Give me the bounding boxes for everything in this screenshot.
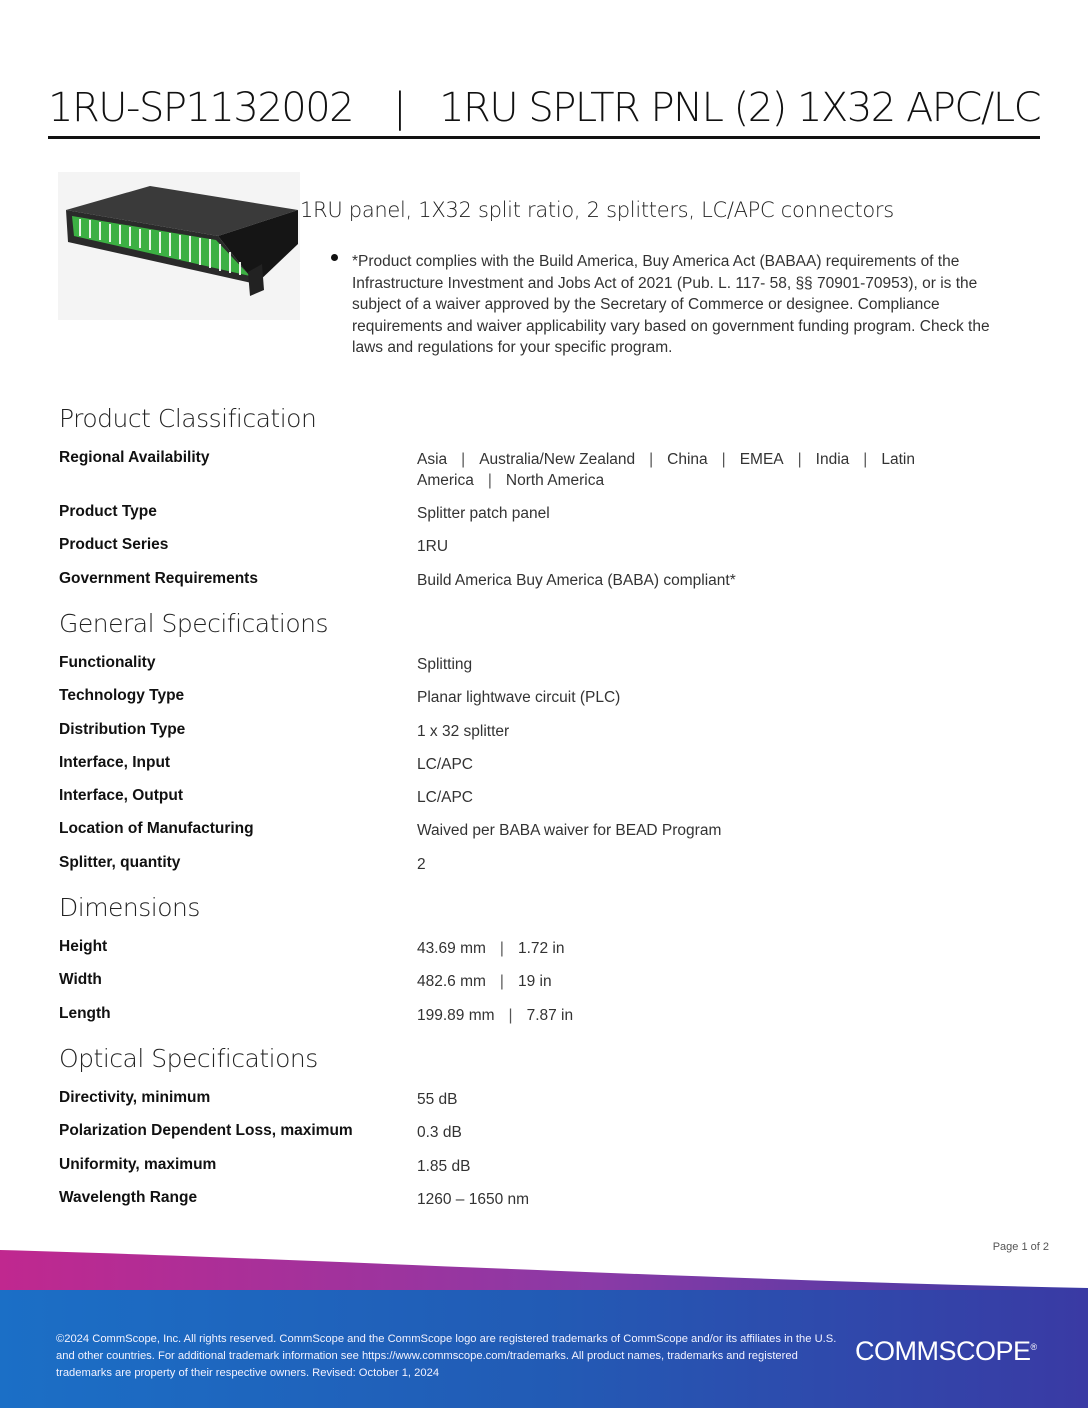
product-short-name: 1RU SPLTR PNL (2) 1X32 APC/LC — [439, 85, 1041, 131]
metric-value: 43.69 mm — [417, 940, 486, 957]
spec-value — [417, 938, 937, 959]
product-description: 1RU panel, 1X32 split ratio, 2 splitters, LC/APC connectors — [300, 198, 894, 222]
unit-separator: | — [499, 940, 504, 957]
unit-separator: | — [499, 973, 504, 990]
part-number: 1RU-SP1132002 — [48, 85, 354, 131]
spec-value: LC/APC — [417, 756, 473, 773]
spec-label: Product Series — [59, 536, 169, 553]
product-image — [58, 172, 300, 320]
spec-label: Interface, Output — [59, 787, 184, 804]
spec-value: Splitter patch panel — [417, 505, 550, 522]
spec-label: Height — [59, 938, 108, 955]
spec-label: Length — [59, 1005, 111, 1022]
section-title-product-classification: Product Classification — [59, 404, 317, 433]
spec-value: 55 dB — [417, 1091, 458, 1108]
metric-value: 482.6 mm — [417, 973, 486, 990]
spec-value: Build America Buy America (BABA) compliant* — [417, 572, 736, 589]
region-separator: | — [721, 451, 726, 468]
title-separator: | — [393, 85, 406, 131]
spec-label: Technology Type — [59, 687, 185, 704]
unit-separator: | — [508, 1007, 513, 1024]
region-north-america: North America — [505, 472, 605, 489]
region-latin-america: Latin America — [417, 451, 915, 489]
spec-value — [417, 1005, 937, 1026]
region-anz: Australia/New Zealand — [479, 451, 636, 468]
spec-label: Functionality — [59, 654, 156, 671]
imperial-value: 1.72 in — [517, 940, 565, 957]
region-separator: | — [863, 451, 868, 468]
region-separator: | — [487, 472, 492, 489]
legal-notice: ©2024 CommScope, Inc. All rights reserved. CommScope and the CommScope logo are registered trademarks of CommScope and/or its affiliates in the U.S. and other countries. For additional trademark information see https://www.commscope.com/trademarks. All product names, trademarks and registered trademarks are property of their respective owners. Revised: October 1, 2024 — [56, 1333, 837, 1379]
region-india: India — [815, 451, 850, 468]
spec-label: Distribution Type — [59, 721, 186, 738]
region-separator: | — [797, 451, 802, 468]
spec-value — [417, 971, 937, 992]
spec-label: Polarization Dependent Loss, maximum — [59, 1122, 353, 1139]
spec-label: Government Requirements — [59, 570, 258, 587]
region-separator: | — [461, 451, 466, 468]
spec-value: 1.85 dB — [417, 1158, 471, 1175]
spec-value: Waived per BABA waiver for BEAD Program — [417, 822, 722, 839]
commscope-logo — [855, 1336, 1037, 1367]
spec-value: 1260 – 1650 nm — [417, 1191, 530, 1208]
spec-label: Splitter, quantity — [59, 854, 181, 871]
spec-label: Product Type — [59, 503, 157, 520]
logo-text: COMMSCOPE — [855, 1336, 1031, 1366]
spec-label: Location of Manufacturing — [59, 820, 254, 837]
region-china: China — [667, 451, 708, 468]
spec-label: Uniformity, maximum — [59, 1156, 217, 1173]
spec-label: Directivity, minimum — [59, 1089, 211, 1106]
spec-label: Interface, Input — [59, 754, 171, 771]
document-title — [48, 80, 1040, 139]
imperial-value: 19 in — [517, 973, 552, 990]
spec-value: 1RU — [417, 538, 449, 555]
metric-value: 199.89 mm — [417, 1007, 495, 1024]
compliance-note: *Product complies with the Build America, Buy America Act (BABAA) requirements of the Infrastructure Investment and Jobs Act of 2021 (Pub. L. 117- 58, §§ 70901-70953), or is the subject of a waiver approved by the Secretary of Commerce or designee. Compliance requirements and waiver applicability vary based on government funding program. Check the laws and regulations for your specific program. — [352, 253, 990, 356]
spec-value: Planar lightwave circuit (PLC) — [417, 689, 621, 706]
imperial-value: 7.87 in — [526, 1007, 574, 1024]
region-emea: EMEA — [739, 451, 784, 468]
region-separator: | — [649, 451, 654, 468]
spec-value: 1 x 32 splitter — [417, 723, 510, 740]
page-number: Page 1 of 2 — [992, 1241, 1049, 1253]
spec-value: LC/APC — [417, 789, 473, 806]
spec-label: Wavelength Range — [59, 1189, 198, 1206]
section-title-general-specifications: General Specifications — [59, 609, 329, 638]
bullet-icon — [331, 254, 338, 261]
spec-value: 0.3 dB — [417, 1124, 462, 1141]
spec-label: Width — [59, 971, 102, 988]
spec-label: Regional Availability — [59, 449, 210, 466]
spec-value-regions — [417, 449, 937, 491]
spec-value: 2 — [417, 856, 426, 873]
spec-value: Splitting — [417, 656, 473, 673]
section-title-optical-specifications: Optical Specifications — [59, 1044, 318, 1073]
section-title-dimensions: Dimensions — [59, 893, 200, 922]
region-asia: Asia — [417, 451, 448, 468]
registered-mark: ® — [1030, 1342, 1037, 1352]
